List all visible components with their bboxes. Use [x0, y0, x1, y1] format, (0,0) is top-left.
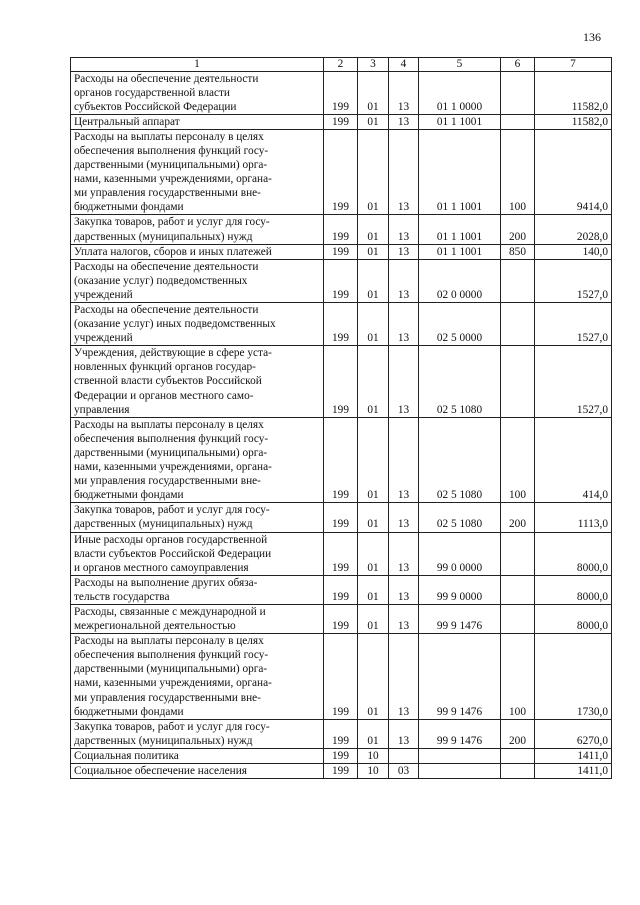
table-row — [71, 764, 612, 779]
amount-cell: 9414,0 — [535, 129, 612, 215]
expense-type-cell — [501, 303, 535, 346]
subsection-cell: 13 — [389, 303, 419, 346]
section-cell: 01 — [358, 303, 389, 346]
section-cell: 01 — [358, 129, 389, 215]
target-article-cell: 99 0 0000 — [419, 532, 501, 575]
subsection-cell: 13 — [389, 719, 419, 748]
expense-type-cell — [501, 114, 535, 129]
table-row — [71, 503, 612, 532]
header-cell: 1 — [71, 58, 324, 72]
target-article-cell: 99 9 1476 — [419, 634, 501, 720]
expense-type-cell: 100 — [501, 634, 535, 720]
code-cell: 199 — [324, 346, 358, 417]
expense-name-cell: Уплата налогов, сборов и иных платежей — [71, 244, 324, 259]
subsection-cell: 13 — [389, 244, 419, 259]
amount-cell: 8000,0 — [535, 532, 612, 575]
expense-name-cell: Учреждения, действующие в сфере уста- новленных функций органов государ- ственной власти субъектов Российской Федерации и органов местного само- управления — [71, 346, 324, 417]
code-cell: 199 — [324, 748, 358, 763]
expense-name-cell: Социальная политика — [71, 748, 324, 763]
expense-type-cell — [501, 71, 535, 114]
target-article-cell: 01 1 1001 — [419, 129, 501, 215]
expense-type-cell — [501, 259, 535, 302]
code-cell: 199 — [324, 129, 358, 215]
code-cell: 199 — [324, 719, 358, 748]
expense-name-cell: Расходы на выплаты персоналу в целях обеспечения выполнения функций госу- дарственными (муниципальными) орга- нами, казенными учреждениями, органа- ми управления государственными вне- бюджетными фондами — [71, 129, 324, 215]
subsection-cell: 13 — [389, 129, 419, 215]
expense-name-cell: Закупка товаров, работ и услуг для госу- дарственных (муниципальных) нужд — [71, 215, 324, 244]
table-row — [71, 532, 612, 575]
expense-type-cell — [501, 532, 535, 575]
subsection-cell: 13 — [389, 259, 419, 302]
section-cell: 01 — [358, 604, 389, 633]
table-row — [71, 748, 612, 763]
subsection-cell: 13 — [389, 604, 419, 633]
expense-name-cell: Иные расходы органов государственной власти субъектов Российской Федерации и органов местного самоуправления — [71, 532, 324, 575]
amount-cell: 414,0 — [535, 417, 612, 503]
section-cell: 01 — [358, 259, 389, 302]
target-article-cell — [419, 748, 501, 763]
subsection-cell: 13 — [389, 346, 419, 417]
expense-name-cell: Расходы на обеспечение деятельности (оказание услуг) подведомственных учреждений — [71, 259, 324, 302]
section-cell: 01 — [358, 346, 389, 417]
code-cell: 199 — [324, 303, 358, 346]
table-row — [71, 346, 612, 417]
expense-name-cell: Расходы на выплаты персоналу в целях обеспечения выполнения функций госу- дарственными (муниципальными) орга- нами, казенными учреждениями, органа- ми управления государственными вне- бюджетными фондами — [71, 634, 324, 720]
table-row — [71, 129, 612, 215]
target-article-cell: 99 9 0000 — [419, 575, 501, 604]
section-cell: 01 — [358, 503, 389, 532]
section-cell: 01 — [358, 417, 389, 503]
expense-type-cell: 850 — [501, 244, 535, 259]
amount-cell: 1527,0 — [535, 259, 612, 302]
target-article-cell: 99 9 1476 — [419, 719, 501, 748]
target-article-cell: 01 1 1001 — [419, 215, 501, 244]
section-cell: 01 — [358, 71, 389, 114]
target-article-cell: 02 0 0000 — [419, 259, 501, 302]
table-row — [71, 71, 612, 114]
subsection-cell: 13 — [389, 575, 419, 604]
expense-name-cell: Расходы на выплаты персоналу в целях обеспечения выполнения функций госу- дарственными (муниципальными) орга- нами, казенными учреждениями, органа- ми управления государственными вне- бюджетными фондами — [71, 417, 324, 503]
section-cell: 01 — [358, 532, 389, 575]
amount-cell: 11582,0 — [535, 71, 612, 114]
subsection-cell: 13 — [389, 634, 419, 720]
expense-name-cell: Расходы, связанные с международной и межрегиональной деятельностью — [71, 604, 324, 633]
amount-cell: 1411,0 — [535, 764, 612, 779]
code-cell: 199 — [324, 634, 358, 720]
expense-type-cell: 200 — [501, 215, 535, 244]
expense-type-cell: 100 — [501, 129, 535, 215]
subsection-cell: 03 — [389, 764, 419, 779]
subsection-cell: 13 — [389, 532, 419, 575]
expense-name-cell: Расходы на выполнение других обяза- тельств государства — [71, 575, 324, 604]
expense-name-cell: Социальное обеспечение населения — [71, 764, 324, 779]
amount-cell: 1411,0 — [535, 748, 612, 763]
header-cell: 2 — [324, 58, 358, 72]
section-cell: 01 — [358, 114, 389, 129]
code-cell: 199 — [324, 575, 358, 604]
code-cell: 199 — [324, 215, 358, 244]
header-cell: 5 — [419, 58, 501, 72]
target-article-cell: 99 9 1476 — [419, 604, 501, 633]
expense-type-cell — [501, 748, 535, 763]
table-row — [71, 719, 612, 748]
expense-name-cell: Центральный аппарат — [71, 114, 324, 129]
expense-type-cell: 200 — [501, 719, 535, 748]
section-cell: 10 — [358, 748, 389, 763]
expense-name-cell: Закупка товаров, работ и услуг для госу- дарственных (муниципальных) нужд — [71, 503, 324, 532]
target-article-cell: 01 1 1001 — [419, 114, 501, 129]
amount-cell: 1113,0 — [535, 503, 612, 532]
expense-name-cell: Закупка товаров, работ и услуг для госу- дарственных (муниципальных) нужд — [71, 719, 324, 748]
code-cell: 199 — [324, 244, 358, 259]
header-cell: 3 — [358, 58, 389, 72]
subsection-cell — [389, 748, 419, 763]
section-cell: 01 — [358, 244, 389, 259]
expense-type-cell: 200 — [501, 503, 535, 532]
expense-type-cell — [501, 604, 535, 633]
code-cell: 199 — [324, 764, 358, 779]
page-number: 136 — [583, 30, 601, 44]
budget-table — [70, 57, 612, 779]
target-article-cell: 01 1 0000 — [419, 71, 501, 114]
subsection-cell: 13 — [389, 215, 419, 244]
target-article-cell: 01 1 1001 — [419, 244, 501, 259]
target-article-cell: 02 5 0000 — [419, 303, 501, 346]
code-cell: 199 — [324, 259, 358, 302]
table-row — [71, 575, 612, 604]
section-cell: 01 — [358, 575, 389, 604]
target-article-cell: 02 5 1080 — [419, 417, 501, 503]
table-row — [71, 215, 612, 244]
subsection-cell: 13 — [389, 71, 419, 114]
code-cell: 199 — [324, 417, 358, 503]
amount-cell: 2028,0 — [535, 215, 612, 244]
amount-cell: 11582,0 — [535, 114, 612, 129]
expense-name-cell: Расходы на обеспечение деятельности органов государственной власти субъектов Российской Федерации — [71, 71, 324, 114]
expense-type-cell: 100 — [501, 417, 535, 503]
header-cell: 6 — [501, 58, 535, 72]
code-cell: 199 — [324, 114, 358, 129]
code-cell: 199 — [324, 71, 358, 114]
expense-type-cell — [501, 346, 535, 417]
table-row — [71, 634, 612, 720]
code-cell: 199 — [324, 503, 358, 532]
amount-cell: 140,0 — [535, 244, 612, 259]
amount-cell: 6270,0 — [535, 719, 612, 748]
amount-cell: 1730,0 — [535, 634, 612, 720]
header-cell: 7 — [535, 58, 612, 72]
table-row — [71, 259, 612, 302]
expense-name-cell: Расходы на обеспечение деятельности (оказание услуг) иных подведомственных учреждений — [71, 303, 324, 346]
section-cell: 01 — [358, 719, 389, 748]
expense-type-cell — [501, 764, 535, 779]
table-row — [71, 604, 612, 633]
subsection-cell: 13 — [389, 503, 419, 532]
subsection-cell: 13 — [389, 417, 419, 503]
table-row — [71, 114, 612, 129]
subsection-cell: 13 — [389, 114, 419, 129]
table-row — [71, 303, 612, 346]
expense-type-cell — [501, 575, 535, 604]
code-cell: 199 — [324, 532, 358, 575]
amount-cell: 8000,0 — [535, 575, 612, 604]
target-article-cell: 02 5 1080 — [419, 346, 501, 417]
amount-cell: 1527,0 — [535, 346, 612, 417]
header-cell: 4 — [389, 58, 419, 72]
section-cell: 01 — [358, 215, 389, 244]
table-row — [71, 244, 612, 259]
amount-cell: 8000,0 — [535, 604, 612, 633]
amount-cell: 1527,0 — [535, 303, 612, 346]
section-cell: 01 — [358, 634, 389, 720]
section-cell: 10 — [358, 764, 389, 779]
table-header-row — [71, 58, 612, 72]
code-cell: 199 — [324, 604, 358, 633]
table-row — [71, 417, 612, 503]
target-article-cell — [419, 764, 501, 779]
target-article-cell: 02 5 1080 — [419, 503, 501, 532]
